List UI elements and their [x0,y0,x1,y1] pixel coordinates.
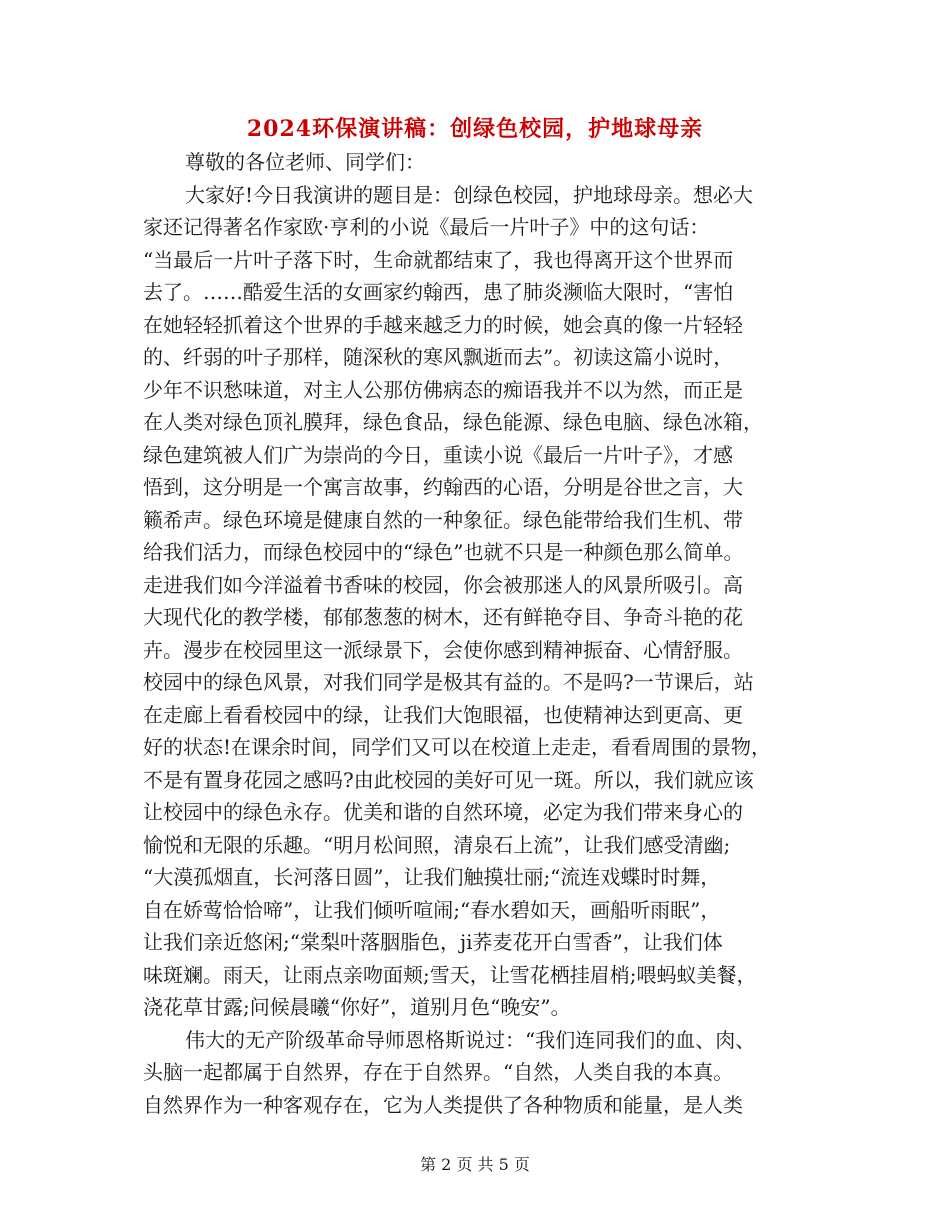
body-line: 尊敬的各位老师、同学们： [185,150,425,174]
body-line: 悟到，这分明是一个寓言故事，约翰西的心语，分明是谷世之言，大 [143,475,743,499]
body-line: 少年不识愁味道，对主人公那仿佛病态的痴语我并不以为然，而正是 [143,377,743,402]
body-line: “当最后一片叶子落下时，生命就都结束了，我也得离开这个世界而 [143,247,734,272]
body-line: 浇花草甘露;问候晨曦“你好”，道别月色“晚安”。 [143,995,571,1019]
body-line: 家还记得著名作家欧·亨利的小说《最后一片叶子》中的这句话： [143,215,710,239]
body-line: 校园中的绿色风景，对我们同学是极其有益的。不是吗?一节课后，站 [143,670,754,694]
body-line: 籁希声。绿色环境是健康自然的一种象征。绿色能带给我们生机、带 [143,507,743,532]
body-line: 的、纤弱的叶子那样，随深秋的寒风飘逝而去”。初读这篇小说时， [143,345,734,369]
body-line: 在人类对绿色顶礼膜拜，绿色食品，绿色能源、绿色电脑、绿色冰箱， [143,410,763,434]
page-number-footer: 第 2 页 共 5 页 [420,1155,530,1174]
body-line: 在她轻轻抓着这个世界的手越来越乏力的时候，她会真的像一片轻轻 [143,312,743,337]
body-line: 走进我们如今洋溢着书香味的校园，你会被那迷人的风景所吸引。高 [143,572,743,597]
body-line: 味斑斓。雨天，让雨点亲吻面颊;雪天，让雪花栖挂眉梢;喂蚂蚁美餐， [143,962,757,987]
document-title: 2024环保演讲稿：创绿色校园，护地球母亲 [246,116,704,142]
body-line: “大漠孤烟直，长河落日圆”，让我们触摸壮丽;“流连戏蝶时时舞， [143,865,721,889]
body-line: 让校园中的绿色永存。优美和谐的自然环境，必定为我们带来身心的 [143,800,743,824]
body-line: 好的状态!在课余时间，同学们又可以在校道上走走，看看周围的景物， [143,735,772,759]
body-line: 绿色建筑被人们广为崇尚的今日，重读小说《最后一片叶子》，才感 [143,442,733,467]
body-line: 在走廊上看看校园中的绿，让我们大饱眼福，也使精神达到更高、更 [143,702,743,727]
body-line: 卉。漫步在校园里这一派绿景下，会使你感到精神振奋、心情舒服。 [143,637,743,662]
body-line: 去了。……酷爱生活的女画家约翰西，患了肺炎濒临大限时，“害怕 [143,280,734,304]
body-line: 愉悦和无限的乐趣。“明月松间照，清泉石上流”，让我们感受清幽; [143,832,731,857]
body-line: 让我们亲近悠闲;“棠梨叶落胭脂色，ji荞麦花开白雪香”，让我们体 [143,930,723,954]
body-line: 大现代化的教学楼，郁郁葱葱的树木，还有鲜艳夺目、争奇斗艳的花 [143,605,743,629]
document-body [143,146,813,1121]
body-line: 伟大的无产阶级革命导师恩格斯说过：“我们连同我们的血、肉、 [185,1027,756,1052]
body-line: 给我们活力，而绿色校园中的“绿色”也就不只是一种颜色那么简单。 [143,540,744,564]
body-line: 头脑一起都属于自然界，存在于自然界。“自然，人类自我的本真。 [143,1060,734,1084]
body-line: 自然界作为一种客观存在，它为人类提供了各种物质和能量，是人类 [143,1092,743,1117]
body-line: 不是有置身花园之感吗?由此校园的美好可见一斑。所以，我们就应该 [143,767,754,792]
body-line: 自在娇莺恰恰啼”，让我们倾听喧闹;“春水碧如天，画船听雨眠”， [143,897,721,922]
body-line: 大家好!今日我演讲的题目是：创绿色校园，护地球母亲。想必大 [185,182,754,207]
